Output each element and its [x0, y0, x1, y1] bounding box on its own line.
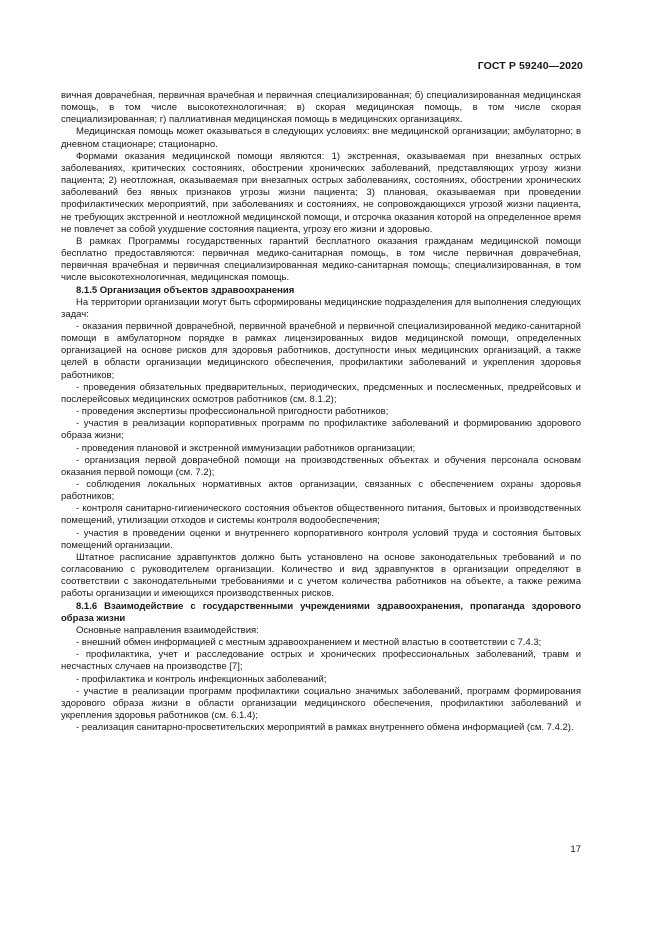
paragraph: Формами оказания медицинской помощи являются: 1) экстренная, оказываемая при внезапных острых заболеваниях, критических состояниях, обострении хронических заболеваний, представляющих угрозу жизни пациента; 2) неотложная, оказываемая при внезапных острых заболеваниях, состояниях, обострении хронических заболеваний без явных признаков угрозы жизни пациента; 3) плановая, оказываемая при проведении профилактических мероприятий, при заболеваниях и состояниях, не сопровождающихся угрозой жизни пациента, не требующих экстренной и неотложной медицинской помощи, и отсрочка оказания которой на определенное время не повлечет за собой ухудшение состояния пациента, угрозу его жизни и здоровью. — [61, 150, 581, 235]
paragraph: - проведения обязательных предварительных, периодических, предсменных и послесменных, предрейсовых и послерейсовых медицинских осмотров работников (см. 8.1.2); — [61, 381, 581, 405]
paragraph: вичная доврачебная, первичная врачебная и первичная специализированная; б) специализированная медицинская помощь, в том числе высокотехнологичная; в) скорая медицинская помощь, в том числе скорая специализированная; г) паллиативная медицинская помощь в медицинских организациях. — [61, 90, 581, 126]
standard-id: ГОСТ Р 59240—2020 — [477, 60, 583, 72]
paragraph: - профилактика, учет и расследование острых и хронических профессиональных заболеваний, травм и несчастных случаев на производстве [7]; — [61, 649, 581, 673]
section-heading: 8.1.5 Организация объектов здравоохранения — [76, 284, 295, 296]
paragraph: - участия в проведении оценки и внутреннего корпоративного контроля условий труда и состояния бытовых помещений организации. — [61, 527, 581, 551]
paragraph: - профилактика и контроль инфекционных заболеваний; — [76, 673, 327, 685]
paragraph: - проведения плановой и экстренной иммунизации работников организации; — [76, 442, 416, 454]
section-heading: 8.1.6 Взаимодействие с государственными учреждениями здравоохранения, пропаганда здорового образа жизни — [61, 600, 581, 624]
paragraph: В рамках Программы государственных гарантий бесплатного оказания гражданам медицинской помощи бесплатно предоставляются: первичная медико-санитарная помощь, в том числе первичная доврачебная, первичная врачебная и первичная специализированная медико-санитарная помощь; специализированная, в том числе высокотехнологичная, медицинская помощь. — [61, 235, 581, 284]
paragraph: - участие в реализации программ профилактики социально значимых заболеваний, программ формирования здорового образа жизни в области организации медицинского обеспечения, профилактики заболеваний и укрепления здоровья работников (см. 6.1.4); — [61, 685, 581, 721]
paragraph: - соблюдения локальных нормативных актов организации, связанных с обеспечением охраны здоровья работников; — [61, 479, 581, 503]
paragraph: Штатное расписание здравпунктов должно быть установлено на основе законодательных требований и по согласованию с руководителем организации. Количество и вид здравпунктов в организации определяют в соответствии с законодательными требованиями и с учетом количества работников на объекте, а также режима работы организации и имеющихся производственных рисков. — [61, 551, 581, 600]
paragraph: - проведения экспертизы профессиональной пригодности работников; — [76, 406, 389, 418]
paragraph: - контроля санитарно-гигиенического состояния объектов общественного питания, бытовых и производственных помещений, утилизации отходов и системы контроля водообеспечения; — [61, 503, 581, 527]
paragraph: Основные направления взаимодействия: — [76, 624, 259, 636]
paragraph: - оказания первичной доврачебной, первичной врачебной и первичной специализированной медико-санитарной помощи в амбулаторном порядке в рамках лицензированных видов медицинской помощи, определенных организацией на основе рисков для здоровья работников, доступности иных медицинских организаций, а также целей в области организации медицинского обеспечения, профилактики заболеваний и укрепления здоровья работников; — [61, 320, 581, 381]
paragraph: На территории организации могут быть сформированы медицинские подразделения для выполнения следующих задач: — [61, 296, 581, 320]
paragraph: Медицинская помощь может оказываться в следующих условиях: вне медицинской организации; амбулаторно; в дневном стационаре; стационарно. — [61, 126, 581, 150]
paragraph: - организация первой доврачебной помощи на производственных объектах и обучения персонала основам оказания первой помощи (см. 7.2); — [61, 454, 581, 478]
page-number: 17 — [570, 844, 581, 855]
paragraph: - участия в реализации корпоративных программ по профилактике заболеваний и формированию здорового образа жизни; — [61, 418, 581, 442]
body-text — [61, 90, 581, 734]
paragraph: - внешний обмен информацией с местным здравоохранением и местной властью в соответствии с 7.4.3; — [76, 637, 542, 649]
paragraph: - реализация санитарно-просветительских мероприятий в рамках внутреннего обмена информацией (см. 7.4.2). — [76, 722, 574, 734]
